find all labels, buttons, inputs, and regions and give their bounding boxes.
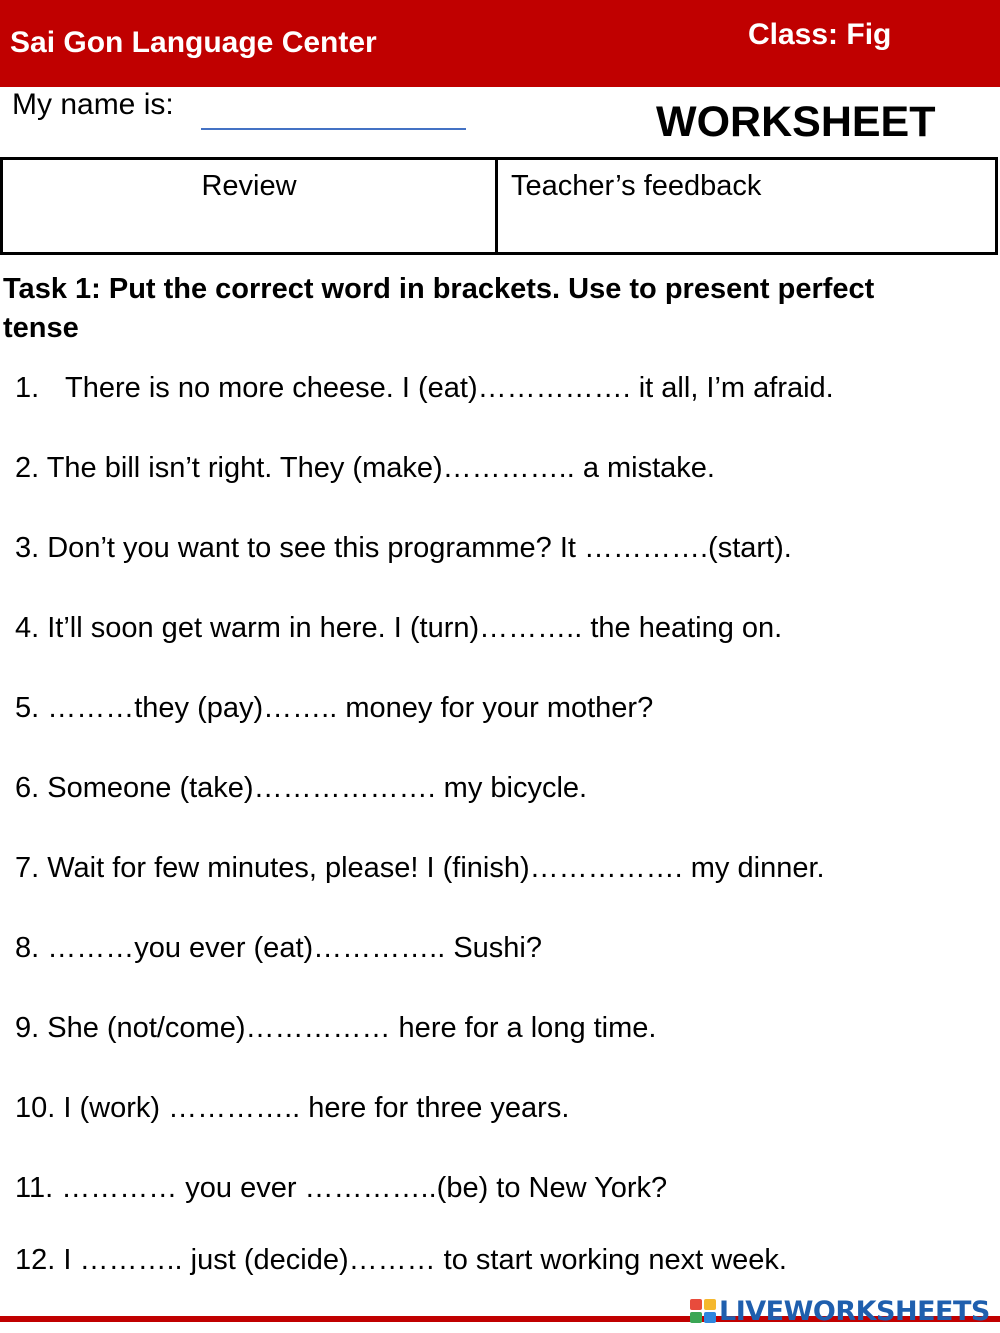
teacher-feedback-cell: Teacher’s feedback bbox=[511, 170, 762, 202]
exercise-item: 7. Wait for few minutes, please! I (finish)……………. my dinner. bbox=[15, 852, 825, 884]
exercise-number: 1. bbox=[15, 372, 40, 404]
exercise-item: 4. It’ll soon get warm in here. I (turn)……….. the heating on. bbox=[15, 612, 783, 644]
exercise-item: 3. Don’t you want to see this programme? It ………….(start). bbox=[15, 532, 792, 564]
name-label: My name is: bbox=[12, 88, 174, 121]
exercise-item: 2. The bill isn’t right. They (make)………….. a mistake. bbox=[15, 452, 715, 484]
task-title-line: Task 1: Put the correct word in brackets. Use to present perfect bbox=[3, 273, 875, 305]
exercise-item: 12. I ……….. just (decide)……… to start working next week. bbox=[15, 1244, 787, 1276]
class-label: Class: Fig bbox=[748, 18, 892, 51]
liveworksheets-logo-icon bbox=[690, 1299, 716, 1323]
liveworksheets-logo[interactable] bbox=[690, 1289, 990, 1333]
exercise-item: 10. I (work) ………….. here for three years. bbox=[15, 1092, 570, 1124]
exercise-text: There is no more cheese. I (eat)……………. it all, I’m afraid. bbox=[65, 372, 834, 404]
exercise-item: 9. She (not/come)…………… here for a long time. bbox=[15, 1012, 657, 1044]
exercise-item: 11. ………… you ever …………..(be) to New York? bbox=[15, 1172, 668, 1204]
exercise-item bbox=[15, 372, 834, 405]
exercise-item: 8. ………you ever (eat)………….. Sushi? bbox=[15, 932, 542, 964]
review-cell: Review bbox=[3, 160, 498, 252]
task-title bbox=[3, 270, 1000, 348]
task-title-line: tense bbox=[3, 312, 79, 344]
exercise-item: 5. ………they (pay)…….. money for your mother? bbox=[15, 692, 654, 724]
organization-name: Sai Gon Language Center bbox=[10, 26, 377, 59]
worksheet-title: WORKSHEET bbox=[656, 98, 936, 146]
name-input-line[interactable] bbox=[201, 128, 466, 130]
exercise-item: 6. Someone (take)………………. my bicycle. bbox=[15, 772, 588, 804]
review-table bbox=[0, 157, 998, 255]
logo-text: LIVEWORKSHEETS bbox=[719, 1295, 990, 1327]
